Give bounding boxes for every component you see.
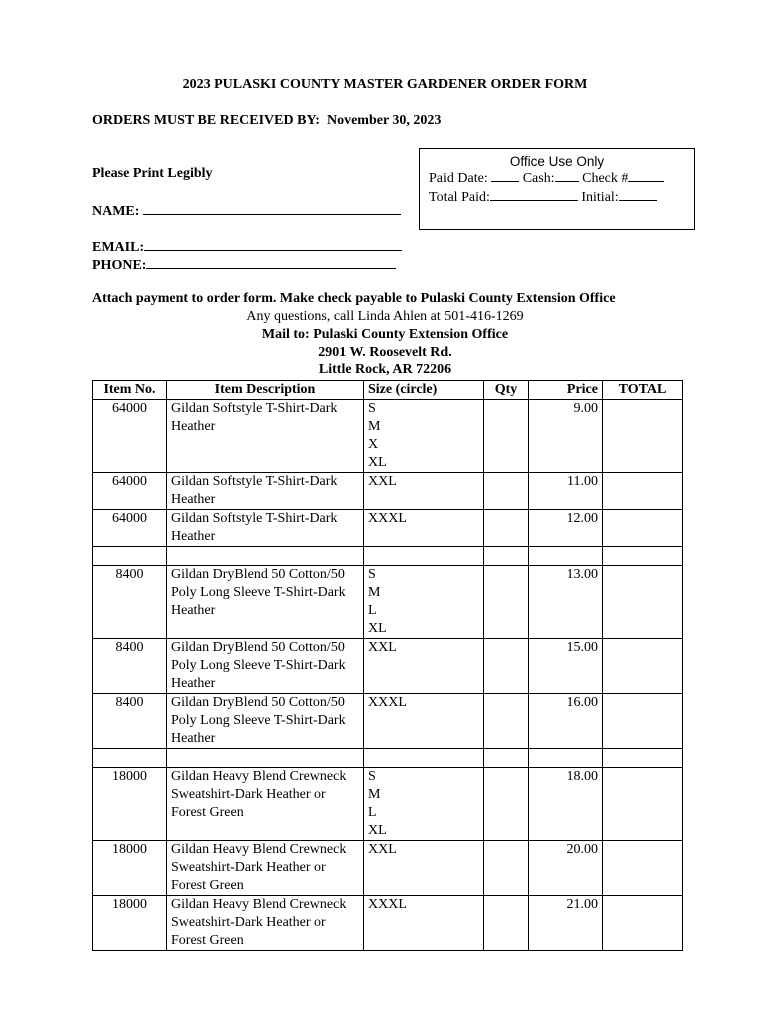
size-option[interactable]: S xyxy=(368,769,376,784)
item-description: Gildan Heavy Blend Crewneck Sweatshirt-Dark Heather or Forest Green xyxy=(167,841,364,896)
item-description: Gildan DryBlend 50 Cotton/50 Poly Long Sleeve T-Shirt-Dark Heather xyxy=(167,566,364,639)
size-option[interactable]: S xyxy=(368,567,376,582)
spacer-cell xyxy=(93,547,167,566)
initial-field[interactable] xyxy=(619,188,657,201)
total-cell[interactable] xyxy=(603,473,683,510)
size-option[interactable]: M xyxy=(368,419,381,434)
mail-to: Mail to: Pulaski County Extension Office xyxy=(261,327,509,342)
size-option[interactable]: L xyxy=(368,805,377,820)
total-cell[interactable] xyxy=(603,768,683,841)
price-cell: 16.00 xyxy=(529,694,603,749)
price-cell: 11.00 xyxy=(529,473,603,510)
size-option[interactable]: XL xyxy=(368,621,387,636)
size-option[interactable]: M xyxy=(368,585,381,600)
header-description: Item Description xyxy=(167,381,364,400)
header-size: Size (circle) xyxy=(364,381,484,400)
size-option[interactable]: XL xyxy=(368,455,387,470)
total-cell[interactable] xyxy=(603,841,683,896)
header-price: Price xyxy=(529,381,603,400)
size-options xyxy=(364,400,484,473)
size-options xyxy=(364,841,484,896)
spacer-cell xyxy=(529,749,603,768)
item-number: 64000 xyxy=(93,510,167,547)
size-option[interactable]: M xyxy=(368,787,381,802)
size-options xyxy=(364,473,484,510)
email-row xyxy=(92,238,402,256)
table-row xyxy=(93,896,683,951)
size-options xyxy=(364,566,484,639)
city-address: Little Rock, AR 72206 xyxy=(318,362,452,377)
size-option[interactable]: XXL xyxy=(368,640,397,655)
price-cell: 13.00 xyxy=(529,566,603,639)
paid-date-field[interactable] xyxy=(491,169,519,182)
form-title: 2023 PULASKI COUNTY MASTER GARDENER ORDER FORM xyxy=(182,77,588,92)
attach-instructions: Attach payment to order form. Make check payable to Pulaski County Extension Office xyxy=(92,291,616,306)
item-description: Gildan Softstyle T-Shirt-Dark Heather xyxy=(167,510,364,547)
deadline-label: ORDERS MUST BE RECEIVED BY: xyxy=(92,113,320,128)
size-option[interactable]: XXXL xyxy=(368,695,407,710)
qty-cell[interactable] xyxy=(484,768,529,841)
qty-cell[interactable] xyxy=(484,510,529,547)
office-use-title: Office Use Only xyxy=(509,154,605,169)
qty-cell[interactable] xyxy=(484,566,529,639)
table-row xyxy=(93,510,683,547)
office-line-1 xyxy=(429,169,694,188)
name-field[interactable] xyxy=(143,202,401,215)
item-number: 64000 xyxy=(93,473,167,510)
print-legibly: Please Print Legibly xyxy=(92,166,213,181)
email-label: EMAIL: xyxy=(92,240,145,255)
spacer-cell xyxy=(603,749,683,768)
qty-cell[interactable] xyxy=(484,694,529,749)
price-cell: 20.00 xyxy=(529,841,603,896)
name-row xyxy=(92,202,401,220)
table-row xyxy=(93,841,683,896)
spacer-cell xyxy=(167,547,364,566)
price-cell: 21.00 xyxy=(529,896,603,951)
total-cell[interactable] xyxy=(603,896,683,951)
cash-label: Cash: xyxy=(522,171,555,186)
header-total: TOTAL xyxy=(603,381,683,400)
table-header-row xyxy=(93,381,683,400)
phone-label: PHONE: xyxy=(92,258,147,273)
total-cell[interactable] xyxy=(603,639,683,694)
item-number: 8400 xyxy=(93,639,167,694)
size-option[interactable]: S xyxy=(368,401,376,416)
table-row xyxy=(93,473,683,510)
total-paid-field[interactable] xyxy=(490,188,578,201)
item-description: Gildan Heavy Blend Crewneck Sweatshirt-Dark Heather or Forest Green xyxy=(167,768,364,841)
qty-cell[interactable] xyxy=(484,639,529,694)
item-description: Gildan Softstyle T-Shirt-Dark Heather xyxy=(167,400,364,473)
street-address: 2901 W. Roosevelt Rd. xyxy=(318,345,452,360)
size-option[interactable]: XXXL xyxy=(368,897,407,912)
spacer-cell xyxy=(167,749,364,768)
item-description: Gildan DryBlend 50 Cotton/50 Poly Long Sleeve T-Shirt-Dark Heather xyxy=(167,694,364,749)
size-option[interactable]: L xyxy=(368,603,377,618)
item-description: Gildan DryBlend 50 Cotton/50 Poly Long Sleeve T-Shirt-Dark Heather xyxy=(167,639,364,694)
qty-cell[interactable] xyxy=(484,896,529,951)
deadline xyxy=(92,113,441,129)
item-description: Gildan Heavy Blend Crewneck Sweatshirt-Dark Heather or Forest Green xyxy=(167,896,364,951)
item-description: Gildan Softstyle T-Shirt-Dark Heather xyxy=(167,473,364,510)
qty-cell[interactable] xyxy=(484,400,529,473)
total-paid-label: Total Paid: xyxy=(429,190,490,205)
cash-field[interactable] xyxy=(555,169,579,182)
paid-date-label: Paid Date: xyxy=(429,171,488,186)
table-row xyxy=(93,768,683,841)
spacer-row xyxy=(93,749,683,768)
table-row xyxy=(93,639,683,694)
spacer-cell xyxy=(484,547,529,566)
size-options xyxy=(364,510,484,547)
qty-cell[interactable] xyxy=(484,841,529,896)
questions-line: Any questions, call Linda Ahlen at 501-416-1269 xyxy=(246,309,524,324)
name-label: NAME: xyxy=(92,204,140,219)
size-option[interactable]: XXXL xyxy=(368,511,407,526)
item-number: 18000 xyxy=(93,896,167,951)
size-options xyxy=(364,896,484,951)
size-option[interactable]: XXL xyxy=(368,842,397,857)
phone-field[interactable] xyxy=(146,256,396,269)
size-options xyxy=(364,694,484,749)
qty-cell[interactable] xyxy=(484,473,529,510)
spacer-cell xyxy=(603,547,683,566)
total-cell[interactable] xyxy=(603,694,683,749)
spacer-cell xyxy=(364,749,484,768)
phone-row xyxy=(92,256,396,274)
table-row xyxy=(93,400,683,473)
price-cell: 18.00 xyxy=(529,768,603,841)
order-table xyxy=(92,380,683,951)
office-line-2 xyxy=(429,188,694,207)
spacer-cell xyxy=(364,547,484,566)
item-number: 64000 xyxy=(93,400,167,473)
total-cell[interactable] xyxy=(603,510,683,547)
check-field[interactable] xyxy=(628,169,664,182)
size-options xyxy=(364,639,484,694)
price-cell: 9.00 xyxy=(529,400,603,473)
table-row xyxy=(93,566,683,639)
price-cell: 15.00 xyxy=(529,639,603,694)
size-option[interactable]: XL xyxy=(368,823,387,838)
email-field[interactable] xyxy=(144,238,402,251)
size-option[interactable]: X xyxy=(368,437,379,452)
item-number: 8400 xyxy=(93,566,167,639)
table-row xyxy=(93,694,683,749)
item-number: 8400 xyxy=(93,694,167,749)
office-use-box xyxy=(419,148,695,230)
header-qty: Qty xyxy=(484,381,529,400)
total-cell[interactable] xyxy=(603,566,683,639)
total-cell[interactable] xyxy=(603,400,683,473)
header-item-no: Item No. xyxy=(93,381,167,400)
size-options xyxy=(364,768,484,841)
spacer-cell xyxy=(93,749,167,768)
spacer-cell xyxy=(529,547,603,566)
spacer-cell xyxy=(484,749,529,768)
item-number: 18000 xyxy=(93,841,167,896)
spacer-row xyxy=(93,547,683,566)
check-label: Check # xyxy=(582,171,629,186)
initial-label: Initial: xyxy=(581,190,619,205)
deadline-date: November 30, 2023 xyxy=(326,113,442,128)
size-option[interactable]: XXL xyxy=(368,474,397,489)
price-cell: 12.00 xyxy=(529,510,603,547)
item-number: 18000 xyxy=(93,768,167,841)
